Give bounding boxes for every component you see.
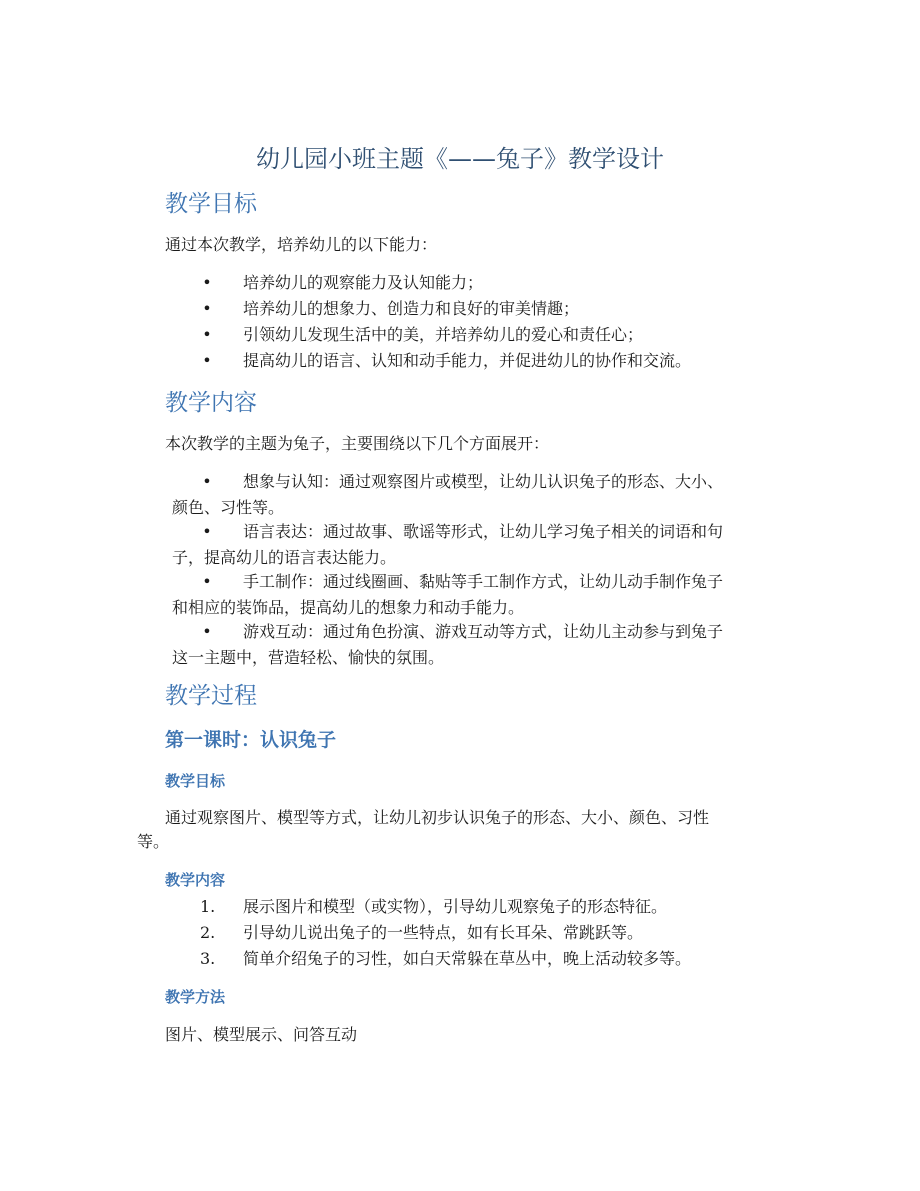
heading-lesson-content: 教学内容 — [165, 871, 226, 889]
lesson-goal-text-cont: 等。 — [137, 832, 170, 851]
bullet-icon: • — [202, 299, 212, 318]
list-item: • 游戏互动：通过角色扮演、游戏互动等方式，让幼儿主动参与到兔子 这一主题中，营造轻松、愉快的氛围。 — [172, 619, 792, 671]
lesson-goal-text: 通过观察图片、模型等方式，让幼儿初步认识兔子的形态、大小、颜色、习性 — [165, 808, 710, 827]
goals-intro: 通过本次教学，培养幼儿的以下能力： — [165, 235, 438, 254]
content-intro: 本次教学的主题为兔子，主要围绕以下几个方面展开： — [165, 434, 550, 453]
heading-lesson-1: 第一课时：认识兔子 — [165, 729, 337, 751]
list-item: • 手工制作：通过线圈画、黏贴等手工制作方式，让幼儿动手制作兔子 和相应的装饰品，提高幼儿的想象力和动手能力。 — [172, 569, 792, 621]
heading-goals: 教学目标 — [165, 191, 257, 217]
document-page: 幼儿园小班主题《——兔子》教学设计 教学目标 通过本次教学，培养幼儿的以下能力： • 培养幼儿的观察能力及认知能力； • 培养幼儿的想象力、创造力和良好的审美情趣； • 引领幼儿发现生活中的美，并培养幼儿的爱心和责任心； • 提高幼儿的语言、认知和动手能力，并促进幼儿的协作和交流。 教学内容 本次教学的主题为兔子，主要围绕以下几个方面展开： • 想象与认知：通过观察图片或模型，让幼儿认识兔子的形态、大小、 颜色、习性等。 • 语言表达：通过故事、歌谣等形式，让幼儿学习兔子相关的词语和句 子，提高幼儿的语言表达能力。 • 手工制作：通过线圈画、黏贴等手工制作方式，让幼儿动手制作兔子 和相应的装饰品，提高幼儿的想象力和动手能力。 • 游戏互动：通过角色扮演、游戏互动等方式，让幼儿主动参与到兔子 这一主题中，营造轻松、愉快的氛围。 教学过程 第一课时：认识兔子 教学目标 通过观察图片、模型等方式，让幼儿初步认识兔子的形态、大小、颜色、习性 等。 教学内容 1. 展示图片和模型（或实物），引导幼儿观察兔子的形态特征。 2. 引导幼儿说出兔子的一些特点，如有长耳朵、常跳跃等。 3. 简单介绍兔子的习性，如白天常躲在草丛中，晚上活动较多等。 教学方法 图片、模型展示、问答互动 — [0, 0, 920, 1191]
bullet-icon: • — [202, 522, 212, 541]
lesson-method-text: 图片、模型展示、问答互动 — [165, 1025, 358, 1044]
bullet-icon: • — [202, 351, 212, 370]
bullet-icon: • — [202, 273, 212, 292]
list-item: • 想象与认知：通过观察图片或模型，让幼儿认识兔子的形态、大小、 颜色、习性等。 — [172, 469, 792, 521]
heading-content: 教学内容 — [165, 390, 257, 416]
document-title: 幼儿园小班主题《——兔子》教学设计 — [256, 145, 664, 173]
heading-lesson-goals: 教学目标 — [165, 772, 226, 790]
bullet-icon: • — [202, 472, 212, 491]
bullet-icon: • — [202, 622, 212, 641]
list-item: • 语言表达：通过故事、歌谣等形式，让幼儿学习兔子相关的词语和句 子，提高幼儿的语言表达能力。 — [172, 519, 792, 571]
heading-process: 教学过程 — [165, 683, 257, 709]
heading-lesson-method: 教学方法 — [165, 988, 226, 1006]
bullet-icon: • — [202, 572, 212, 591]
bullet-icon: • — [202, 325, 212, 344]
